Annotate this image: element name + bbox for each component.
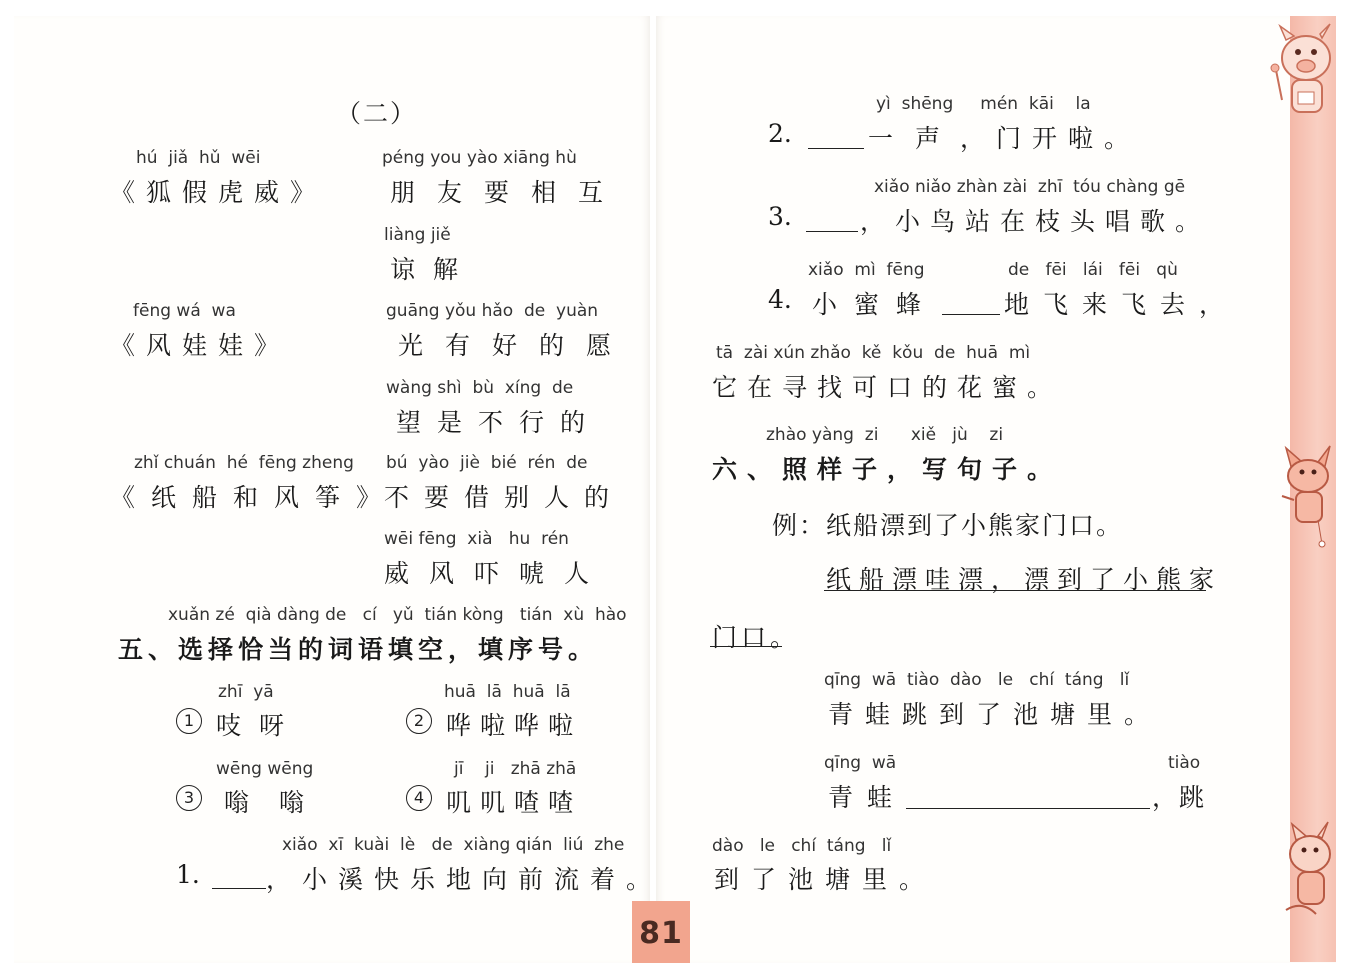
pinyin-line: xiǎo niǎo zhàn zài zhī tóu chàng gē xyxy=(874,177,1186,197)
question-text: 小蜜蜂 xyxy=(812,290,939,319)
answer-start: ，跳 xyxy=(1152,783,1207,812)
pinyin-line: xiǎo mì fēng xyxy=(808,260,925,280)
answer-phrase: 威风吓唬人 xyxy=(384,559,610,588)
answer-start: 青蛙 xyxy=(828,783,907,812)
pinyin-line: xuǎn zé qià dàng de cí yǔ tián kòng tián xù hào xyxy=(168,605,627,625)
option-number: 3 xyxy=(176,785,202,811)
pinyin-line: zhǐ chuán hé fēng zheng xyxy=(134,453,354,473)
section-heading: 六、照样子，写句子。 xyxy=(712,455,1063,484)
pinyin-line: liàng jiě xyxy=(384,225,451,245)
section-heading: 五、选择恰当的词语填空，填序号。 xyxy=(118,635,599,664)
pinyin-line: tiào xyxy=(1168,753,1201,773)
pinyin-line: fēng wá wa xyxy=(133,301,236,321)
pinyin-line: jī ji zhā zhā xyxy=(454,759,577,779)
pinyin-line: tā zài xún zhǎo kě kǒu de huā mì xyxy=(716,343,1031,363)
pinyin-line: zhào yàng zi xiě jù zi xyxy=(766,425,1004,445)
option-number: 4 xyxy=(406,785,432,811)
cartoon-character-icon xyxy=(1272,820,1342,930)
option-word: 吱呀 xyxy=(216,711,303,740)
example-underline xyxy=(824,590,1206,591)
answer-phrase: 谅解 xyxy=(390,255,477,284)
prompt-sentence: 青蛙跳到了池塘里。 xyxy=(828,700,1162,729)
question-number: 4. xyxy=(768,285,792,314)
page-number: 81 xyxy=(632,901,690,963)
story-title: 《纸船和风筝》 xyxy=(110,483,398,512)
pinyin-line: xiǎo xī kuài lè de xiàng qián liú zhe xyxy=(282,835,625,855)
pinyin-line: wēi fēng xià hu rén xyxy=(384,529,569,549)
option-word: 哗啦哗啦 xyxy=(446,711,583,740)
answer-blank[interactable] xyxy=(906,808,1150,809)
example-sentence: 纸船漂哇漂，漂到了小熊家 xyxy=(826,565,1223,594)
question-text: ，门开啦。 xyxy=(960,124,1141,153)
cartoon-fox-icon xyxy=(1272,440,1342,550)
story-title: 《狐假虎威》 xyxy=(110,178,327,207)
answer-blank[interactable] xyxy=(808,148,864,149)
answer-phrase: 望是不行的 xyxy=(396,408,602,437)
example-sentence: 门口。 xyxy=(712,623,800,652)
pinyin-line: péng you yào xiāng hù xyxy=(382,148,577,168)
question-text: ，小溪快乐地向前流着。 xyxy=(266,865,663,894)
cartoon-pig-icon xyxy=(1262,20,1342,130)
question-text: 地飞来飞去， xyxy=(1004,290,1239,319)
answer-blank[interactable] xyxy=(212,888,266,889)
question-number: 3. xyxy=(768,202,792,231)
pinyin-line: guāng yǒu hǎo de yuàn xyxy=(386,301,599,321)
pinyin-line: yì shēng mén kāi la xyxy=(876,94,1091,114)
right-page xyxy=(656,16,1336,963)
question-text: 它在寻找可口的花蜜。 xyxy=(712,373,1063,402)
answer-end: 到了池塘里。 xyxy=(714,865,937,894)
pinyin-line: qīng wā tiào dào le chí táng lǐ xyxy=(824,670,1130,690)
question-number: 2. xyxy=(768,119,792,148)
answer-phrase: 朋友要相互 xyxy=(390,178,626,207)
question-text: 一声 xyxy=(868,124,963,153)
option-word: 嗡嗡 xyxy=(224,788,335,817)
pinyin-line: hú jiǎ hǔ wēi xyxy=(136,148,261,168)
option-word: 叽叽喳喳 xyxy=(446,788,583,817)
example-underline xyxy=(710,646,782,647)
option-number: 1 xyxy=(176,708,202,734)
answer-blank[interactable] xyxy=(942,314,1000,315)
section-title: （二） xyxy=(336,99,418,128)
answer-phrase: 不要借别人的 xyxy=(384,483,625,512)
pinyin-line: bú yào jiè bié rén de xyxy=(386,453,588,473)
story-title: 《风娃娃》 xyxy=(110,331,291,360)
answer-phrase: 光有好的愿 xyxy=(398,331,634,360)
answer-blank[interactable] xyxy=(806,231,858,232)
example-label: 例：纸船漂到了小熊家门口。 xyxy=(772,511,1124,540)
pinyin-line: zhī yā xyxy=(218,682,274,702)
question-number: 1. xyxy=(176,860,200,889)
pinyin-line: de fēi lái fēi qù xyxy=(1008,260,1178,280)
pinyin-line: wēng wēng xyxy=(216,759,314,779)
pinyin-line: wàng shì bù xíng de xyxy=(386,378,574,398)
pinyin-line: dào le chí táng lǐ xyxy=(712,836,892,856)
question-text: ，小鸟站在枝头唱歌。 xyxy=(860,207,1211,236)
pinyin-line: huā lā huā lā xyxy=(444,682,571,702)
option-number: 2 xyxy=(406,708,432,734)
pinyin-line: qīng wā xyxy=(824,753,897,773)
